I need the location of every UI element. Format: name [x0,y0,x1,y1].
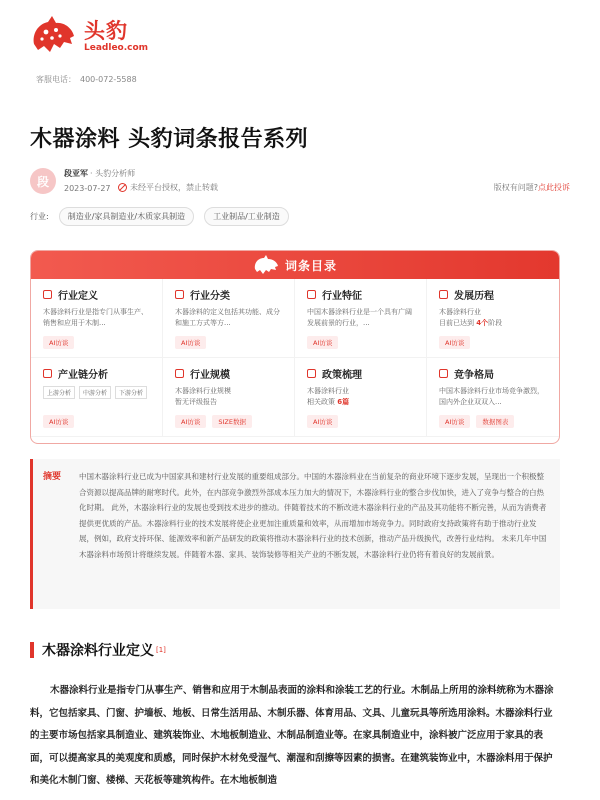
brand-name: 头豹 [84,19,128,43]
toc-item-desc: 中国木器涂料行业是一个具有广阔发展前景的行业，... [307,308,412,327]
toc-item-title: 发展历程 [454,291,494,302]
leopard-icon [253,255,279,275]
industry-tag[interactable]: 制造业/家具制造业/木质家具制造 [59,207,194,226]
toc-grid [31,279,559,437]
toc-item-desc: 木器涂料的定义包括其功能、成分和施工方式等方... [175,308,280,327]
citation-link[interactable]: [1] [156,646,166,654]
ai-interview-chip[interactable]: AI访谈 [175,415,206,428]
ai-interview-chip[interactable]: AI访谈 [307,415,338,428]
hotline-label: 客服电话： [36,75,76,84]
toc-panel [30,250,560,444]
copyright-text: 版权有问题? [493,183,538,192]
brand-logo[interactable] [30,14,148,58]
leopard-logo-icon [30,14,78,58]
toc-heading: 词条目录 [284,258,337,273]
hotline-number: 400-072-5588 [80,75,137,84]
toc-desc-text: 木器涂料行业 目前已达到 [439,308,481,327]
toc-desc-text: 木器涂料行业 相关政策 [307,387,349,406]
toc-item-title: 政策梳理 [322,370,362,381]
policy-doc-icon [307,369,316,378]
hotline [36,74,141,85]
abstract-label: 摘要 [43,472,62,482]
toc-item-title: 行业分类 [190,291,230,302]
brand-domain: Leadleo.com [84,43,149,53]
abstract-text: 中国木器涂料行业已成为中国家具和建材行业发展的重要组成部分。中国的木器涂料业在当前复杂的商业环境下逐步发展，呈现出一个积极整合资源以提高品牌的耐寒时代。此外，在内部竞争激烈外部成本压力加大的情况下，木器涂料行业的整合步伐加快，进入了竞争与整合的白热化时期。 此外，木器涂料行业的发展也受到技术进步的推动。伴随着技术的不断改进木器涂料行业的产品及其功能将不断完善，从而为消费者提供更优质的产品。木器涂料行业的技术发展将使企业更加注重质量和效率，从而增加市场竞争力。同时政府支持政策将有助于推动行业发展，例如，政府支持环保、能源效率和新产品研发的政策将推动木器涂料行业的技术创新，推动产品升级换代，改善行业结构。 未来几年中国木器涂料市场预计将继续发展。伴随着木器、家具、装饰装修等相关产业的不断发展，木器涂料行业仍将有着良好的发展前景。 [79,472,547,559]
chain-icon [43,369,52,378]
hierarchy-icon [175,290,184,299]
section-accent-bar [30,642,34,658]
midstream-link[interactable]: 中游分析 [79,386,111,399]
toc-item-desc: 木器涂料行业规模 暂无评级报告 [175,387,231,406]
toc-item-title: 产业链分析 [58,370,108,381]
section-body: 木器涂料行业是指专门从事生产、销售和应用于木制品表面的涂料和涂装工艺的行业。木制品上所用的涂料统称为木器涂料，它包括家具、门窗、护墙板、地板、日常生活用品、木制乐器、体育用品、文具、儿童玩具等所选用涂料。木器涂料行业的主要市场包括家具制造业、建筑装饰业、木地板制造业、木制品制造业等。在家具制造业中，涂料被广泛应用于家具的表面，可以提高家具的美观度和质感，同时保护木材免受湿气、潮湿和刮擦等因素的损害。在建筑装饰业中，木器涂料用于保护和美化木制门窗、楼梯、天花板等建筑构件。在木地板制造 [30,685,554,786]
page-title: 木器涂料 头豹词条报告系列 [30,127,309,152]
toc-item-features[interactable] [295,279,427,358]
abstract-box [30,459,560,609]
author-role: · 头豹分析师 [90,169,136,178]
toc-item-title: 行业规模 [190,370,230,381]
toc-item-classification[interactable] [163,279,295,358]
ai-interview-chip[interactable]: AI访谈 [43,336,74,349]
toc-item-history[interactable] [427,279,559,358]
author-row [30,166,570,196]
author-name-text: 段亚军 [64,169,88,178]
downstream-link[interactable]: 下游分析 [115,386,147,399]
ai-interview-chip[interactable]: AI访谈 [307,336,338,349]
toc-item-definition[interactable] [31,279,163,358]
toc-item-title: 行业定义 [58,291,98,302]
feature-icon [307,290,316,299]
toc-item-competition[interactable] [427,358,559,437]
toc-item-value-chain[interactable] [31,358,163,437]
section-heading [30,640,166,660]
toc-item-desc: 木器涂料行业是指专门从事生产、销售和应用于木制... [43,308,148,327]
section-title: 木器涂料行业定义 [42,643,154,659]
data-chart-chip[interactable]: 数据图表 [476,415,514,428]
toc-item-desc [307,386,416,408]
report-link[interactable]: 点此投诉 [538,183,570,192]
ai-interview-chip[interactable]: AI访谈 [439,336,470,349]
industry-label: 行业: [30,212,49,221]
ai-interview-chip[interactable]: AI访谈 [175,336,206,349]
toc-desc-suffix: 阶段 [488,319,503,327]
repost-notice-text: 未经平台授权，禁止转载 [130,183,218,192]
toc-desc-count: 4个 [476,319,489,327]
toc-item-desc: 中国木器涂料行业市场竞争激烈，国内外企业双双入... [439,387,544,406]
pie-chart-icon [439,369,448,378]
toc-item-title: 竞争格局 [454,370,494,381]
industry-tag[interactable]: 工业制品/工业制造 [204,207,289,226]
ban-icon [118,183,127,192]
toc-item-policy[interactable] [295,358,427,437]
author-name[interactable] [64,168,135,179]
toc-desc-count: 6篇 [337,398,350,406]
toc-item-title: 行业特征 [322,291,362,302]
publish-date: 2023-07-27 [64,184,111,193]
ai-interview-chip[interactable]: AI访谈 [43,415,74,428]
size-data-chip[interactable]: SIZE数据 [212,415,252,428]
toc-item-desc [439,307,549,329]
bar-chart-icon [175,369,184,378]
ai-interview-chip[interactable]: AI访谈 [439,415,470,428]
repost-notice [118,182,218,193]
timeline-icon [439,290,448,299]
toc-header [31,251,559,279]
copyright-notice [494,182,570,193]
industry-row [30,207,299,226]
toc-item-market-size[interactable] [163,358,295,437]
upstream-link[interactable]: 上游分析 [43,386,75,399]
avatar[interactable]: 段 [30,168,56,194]
search-doc-icon [43,290,52,299]
